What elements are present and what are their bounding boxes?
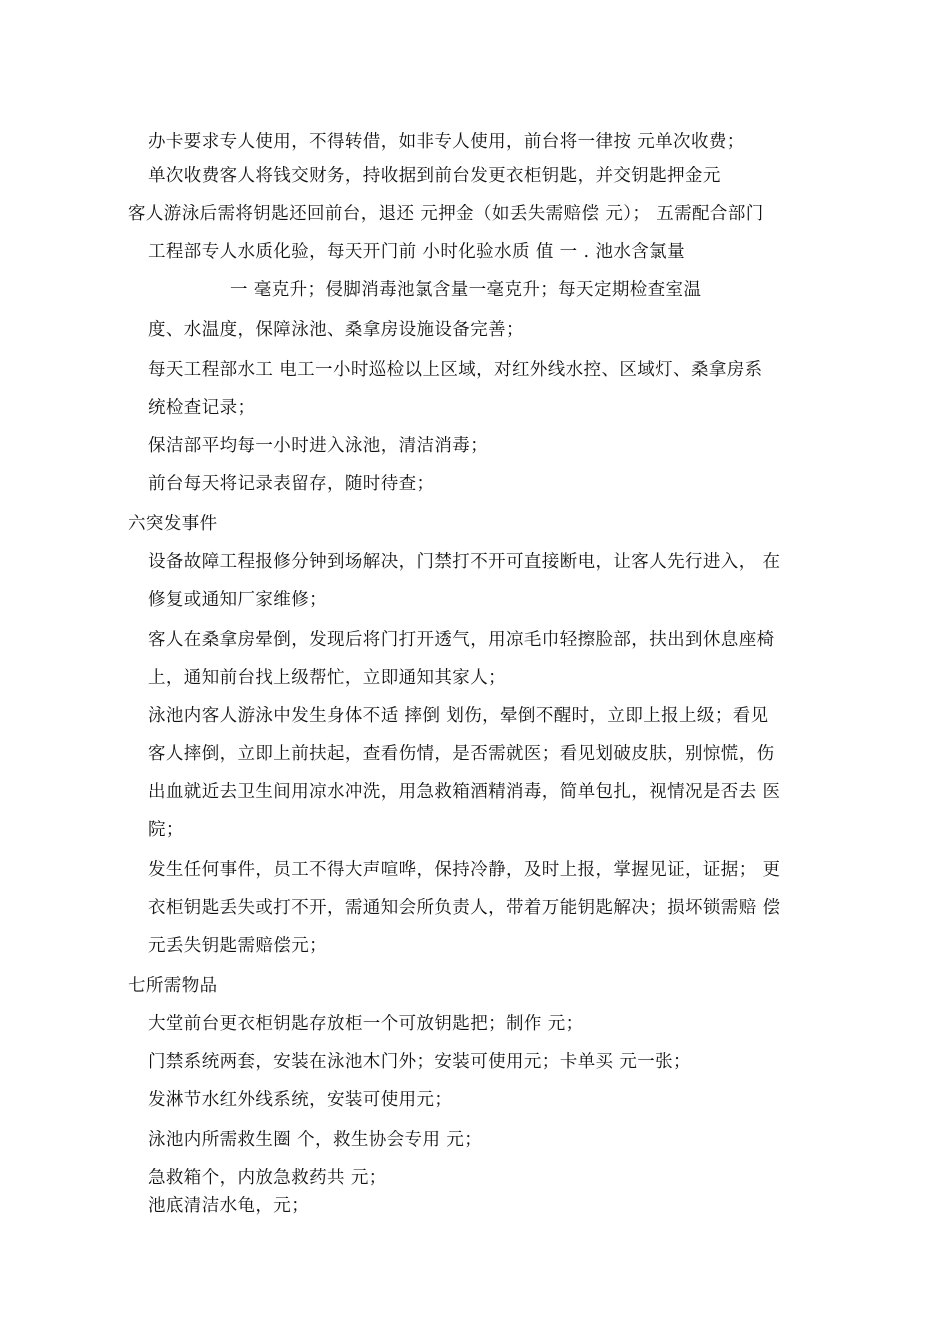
text-line: 每天工程部水工 电工一小时巡检以上区域，对红外线水控、区域灯、桑拿房系 <box>148 360 763 380</box>
text-line: 泳池内所需救生圈 个，救生协会专用 元； <box>148 1130 483 1150</box>
text-line: 池底清洁水龟，元； <box>148 1196 310 1216</box>
section-heading: 七所需物品 <box>128 976 218 996</box>
text-line: 一 毫克升；侵脚消毒池氯含量一毫克升；每天定期检查室温 <box>230 280 702 300</box>
text-line: 统检查记录； <box>148 398 256 418</box>
text-line: 发生任何事件，员工不得大声喧哗，保持冷静，及时上报，掌握见证，证据； 更 <box>148 860 781 880</box>
section-heading: 六突发事件 <box>128 514 218 534</box>
text-line: 出血就近去卫生间用凉水冲洗，用急救箱酒精消毒，简单包扎，视情况是否去 医 <box>148 782 781 802</box>
text-line: 办卡要求专人使用，不得转借，如非专人使用，前台将一律按 元单次收费； <box>148 132 745 152</box>
text-line: 设备故障工程报修分钟到场解决，门禁打不开可直接断电，让客人先行进入， 在 <box>148 552 781 572</box>
text-line: 急救箱个，内放急救药共 元； <box>148 1168 387 1188</box>
text-line: 发淋节水红外线系统，安装可使用元； <box>148 1090 453 1110</box>
text-line: 客人在桑拿房晕倒，发现后将门打开透气，用凉毛巾轻擦脸部，扶出到休息座椅 <box>148 630 775 650</box>
text-line: 门禁系统两套，安装在泳池木门外；安装可使用元；卡单买 元一张； <box>148 1052 691 1072</box>
text-line: 单次收费客人将钱交财务，持收据到前台发更衣柜钥匙，并交钥匙押金元 <box>148 166 721 186</box>
text-line: 泳池内客人游泳中发生身体不适 摔倒 划伤，晕倒不醒时，立即上报上级；看见 <box>148 706 769 726</box>
text-line: 度、水温度，保障泳池、桑拿房设施设备完善； <box>148 320 524 340</box>
text-line: 院； <box>148 820 184 840</box>
text-line: 修复或通知厂家维修； <box>148 590 327 610</box>
text-line: 工程部专人水质化验，每天开门前 小时化验水质 值 一 . 池水含氯量 <box>148 242 685 262</box>
text-line: 客人摔倒，立即上前扶起，查看伤情，是否需就医；看见划破皮肤，别惊慌，伤 <box>148 744 775 764</box>
text-line: 保洁部平均每一小时进入泳池，清洁消毒； <box>148 436 489 456</box>
text-line: 元丢失钥匙需赔偿元； <box>148 936 327 956</box>
text-line: 衣柜钥匙丢失或打不开，需通知会所负责人，带着万能钥匙解决；损坏锁需赔 偿 <box>148 898 781 918</box>
text-line: 客人游泳后需将钥匙还回前台，退还 元押金（如丢失需赔偿 元）； 五需配合部门 <box>128 204 764 224</box>
text-line: 上，通知前台找上级帮忙，立即通知其家人； <box>148 668 506 688</box>
text-line: 前台每天将记录表留存，随时待查； <box>148 474 435 494</box>
text-line: 大堂前台更衣柜钥匙存放柜一个可放钥匙把；制作 元； <box>148 1014 584 1034</box>
